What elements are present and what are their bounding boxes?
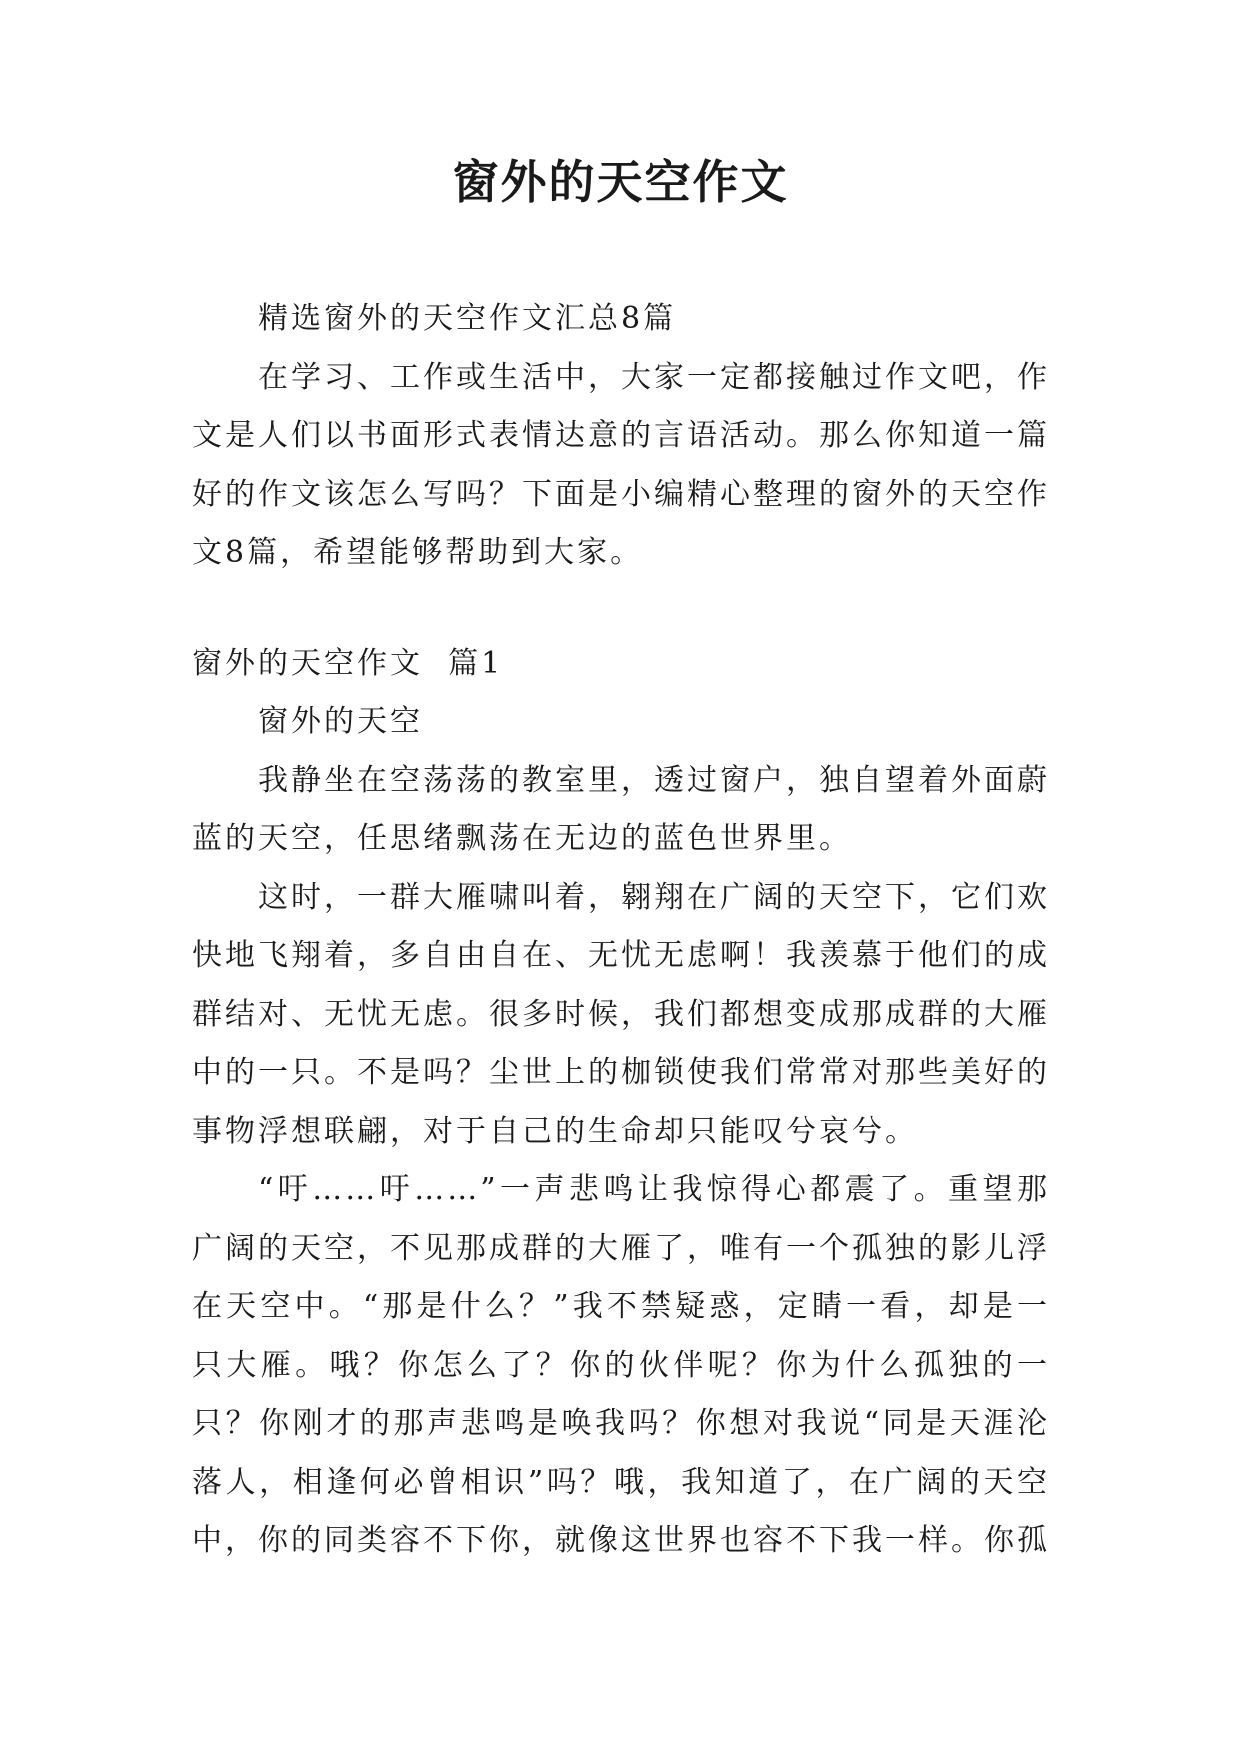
body-paragraph: “吁……吁……”一声悲鸣让我惊得心都震了。重望那广阔的天空，不见那成群的大雁了，唯有一个孤独的影儿浮在天空中。“那是什么？”我不禁疑惑，定睛一看，却是一只大雁。哦？你怎么了？你的伙伴呢？你为什么孤独的一只？你刚才的那声悲鸣是唤我吗？你想对我说“同是天涯沦落人，相逢何必曾相识”吗？哦，我知道了，在广阔的天空中，你的同类容不下你，就像这世界也容不下我一样。你孤 [192,1172,1050,1558]
body-paragraph: 这时，一群大雁啸叫着，翱翔在广阔的天空下，它们欢快地飞翔着，多自由自在、无忧无虑啊！我羡慕于他们的成群结对、无忧无虑。很多时候，我们都想变成那成群的大雁中的一只。不是吗？尘世上的枷锁使我们常常对那些美好的事物浮想联翩，对于自己的生命却只能叹兮哀兮。 [192,879,1050,1149]
section-heading: 窗外的天空作文 篇1 [192,645,504,681]
section-title: 窗外的天空 [258,704,423,739]
subtitle-paragraph: 精选窗外的天空作文汇总8篇 [258,301,677,336]
section-spacer [192,583,1050,635]
intro-paragraph: 在学习、工作或生活中，大家一定都接触过作文吧，作文是人们以书面形式表情达意的言语活动。那么你知道一篇好的作文该怎么写吗？下面是小编精心整理的窗外的天空作文8篇，希望能够帮助到大家。 [192,359,1050,570]
body-paragraph: 我静坐在空荡荡的教室里，透过窗户，独自望着外面蔚蓝的天空，任思绪飘荡在无边的蓝色世界里。 [192,762,1050,856]
document-title: 窗外的天空作文 [452,155,789,209]
document-body [192,290,1050,1571]
